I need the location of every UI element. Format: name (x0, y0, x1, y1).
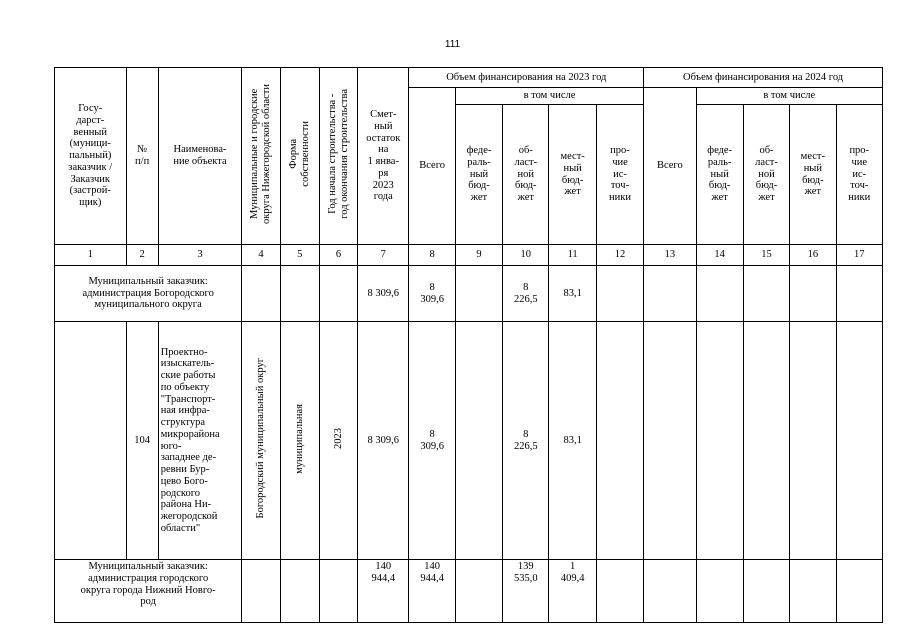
header-total-2023: Всего (409, 88, 455, 245)
financing-table (54, 67, 883, 623)
header-total-2024: Всего (644, 88, 696, 245)
column-number: 13 (644, 245, 696, 266)
header-regional-2023: об- ласт- ной бюд- жет (503, 105, 549, 245)
header-balance: Смет- ный остаток на 1 янва- ря 2023 года (358, 68, 409, 245)
table-row (55, 322, 883, 560)
header-including-2023: в том числе (455, 88, 643, 105)
column-number: 9 (455, 245, 502, 266)
header-local-2024: мест- ный бюд- жет (790, 105, 836, 245)
column-number: 5 (280, 245, 319, 266)
header-years: Год начала строительства - год окончания строительства (319, 68, 357, 245)
regional-2023-cell: 8 226,5 (503, 322, 549, 560)
page-number: 111 (444, 39, 461, 50)
column-number: 1 (55, 245, 127, 266)
header-object-name: Наименова- ние объекта (158, 68, 242, 245)
header-fin-2024: Объем финансирования на 2024 год (644, 68, 883, 88)
column-number: 16 (790, 245, 836, 266)
column-number-row (55, 245, 883, 266)
table-row (55, 266, 883, 322)
header-customer: Госу- дарст- венный (муници- пальный) заказчик / Заказчик (застрой- щик) (55, 68, 127, 245)
customer-cell: Муниципальный заказчик: администрация Богородского муниципального округа (55, 266, 242, 322)
column-number: 11 (549, 245, 596, 266)
column-number: 7 (358, 245, 409, 266)
column-number: 10 (503, 245, 549, 266)
district-cell: Богородский муниципальный округ (242, 322, 280, 560)
balance-cell: 8 309,6 (358, 266, 409, 322)
header-districts: Муниципальные и городские округа Нижегородской области (242, 68, 280, 245)
header-including-2024: в том числе (696, 88, 882, 105)
object-name-cell: Проектно- изыскатель- ские работы по объекту "Транспорт- ная инфра- структура микрорайона юго- западнее де- ревни Бур- цево Бого- родского района Ни- жегородской области" (158, 322, 242, 560)
header-fin-2023: Объем финансирования на 2023 год (409, 68, 644, 88)
header-federal-2023: феде- раль- ный бюд- жет (455, 105, 502, 245)
column-number: 2 (126, 245, 158, 266)
local-2023-cell: 83,1 (549, 266, 596, 322)
column-number: 15 (743, 245, 789, 266)
column-number: 3 (158, 245, 242, 266)
local-2023-cell: 83,1 (549, 322, 596, 560)
header-ownership: Форма собственности (280, 68, 319, 245)
years-cell: 2023 (319, 322, 357, 560)
customer-cell: Муниципальный заказчик: администрация городского округа города Нижний Новго- род (55, 560, 242, 623)
column-number: 6 (319, 245, 357, 266)
header-federal-2024: феде- раль- ный бюд- жет (696, 105, 743, 245)
row-number-cell: 104 (126, 322, 158, 560)
column-number: 17 (836, 245, 883, 266)
column-number: 14 (696, 245, 743, 266)
header-other-2023: про- чие ис- точ- ники (596, 105, 643, 245)
header-local-2023: мест- ный бюд- жет (549, 105, 596, 245)
local-2023-cell: 1 409,4 (549, 560, 596, 623)
regional-2023-cell: 139 535,0 (503, 560, 549, 623)
column-number: 8 (409, 245, 455, 266)
total-2023-cell: 8 309,6 (409, 322, 455, 560)
total-2023-cell: 8 309,6 (409, 266, 455, 322)
table-row (55, 560, 883, 623)
balance-cell: 140 944,4 (358, 560, 409, 623)
header-other-2024: про- чие ис- точ- ники (836, 105, 883, 245)
regional-2023-cell: 8 226,5 (503, 266, 549, 322)
header-num: № п/п (126, 68, 158, 245)
column-number: 12 (596, 245, 643, 266)
balance-cell: 8 309,6 (358, 322, 409, 560)
column-number: 4 (242, 245, 280, 266)
header-regional-2024: об- ласт- ной бюд- жет (743, 105, 789, 245)
ownership-cell: муниципальная (280, 322, 319, 560)
total-2023-cell: 140 944,4 (409, 560, 455, 623)
